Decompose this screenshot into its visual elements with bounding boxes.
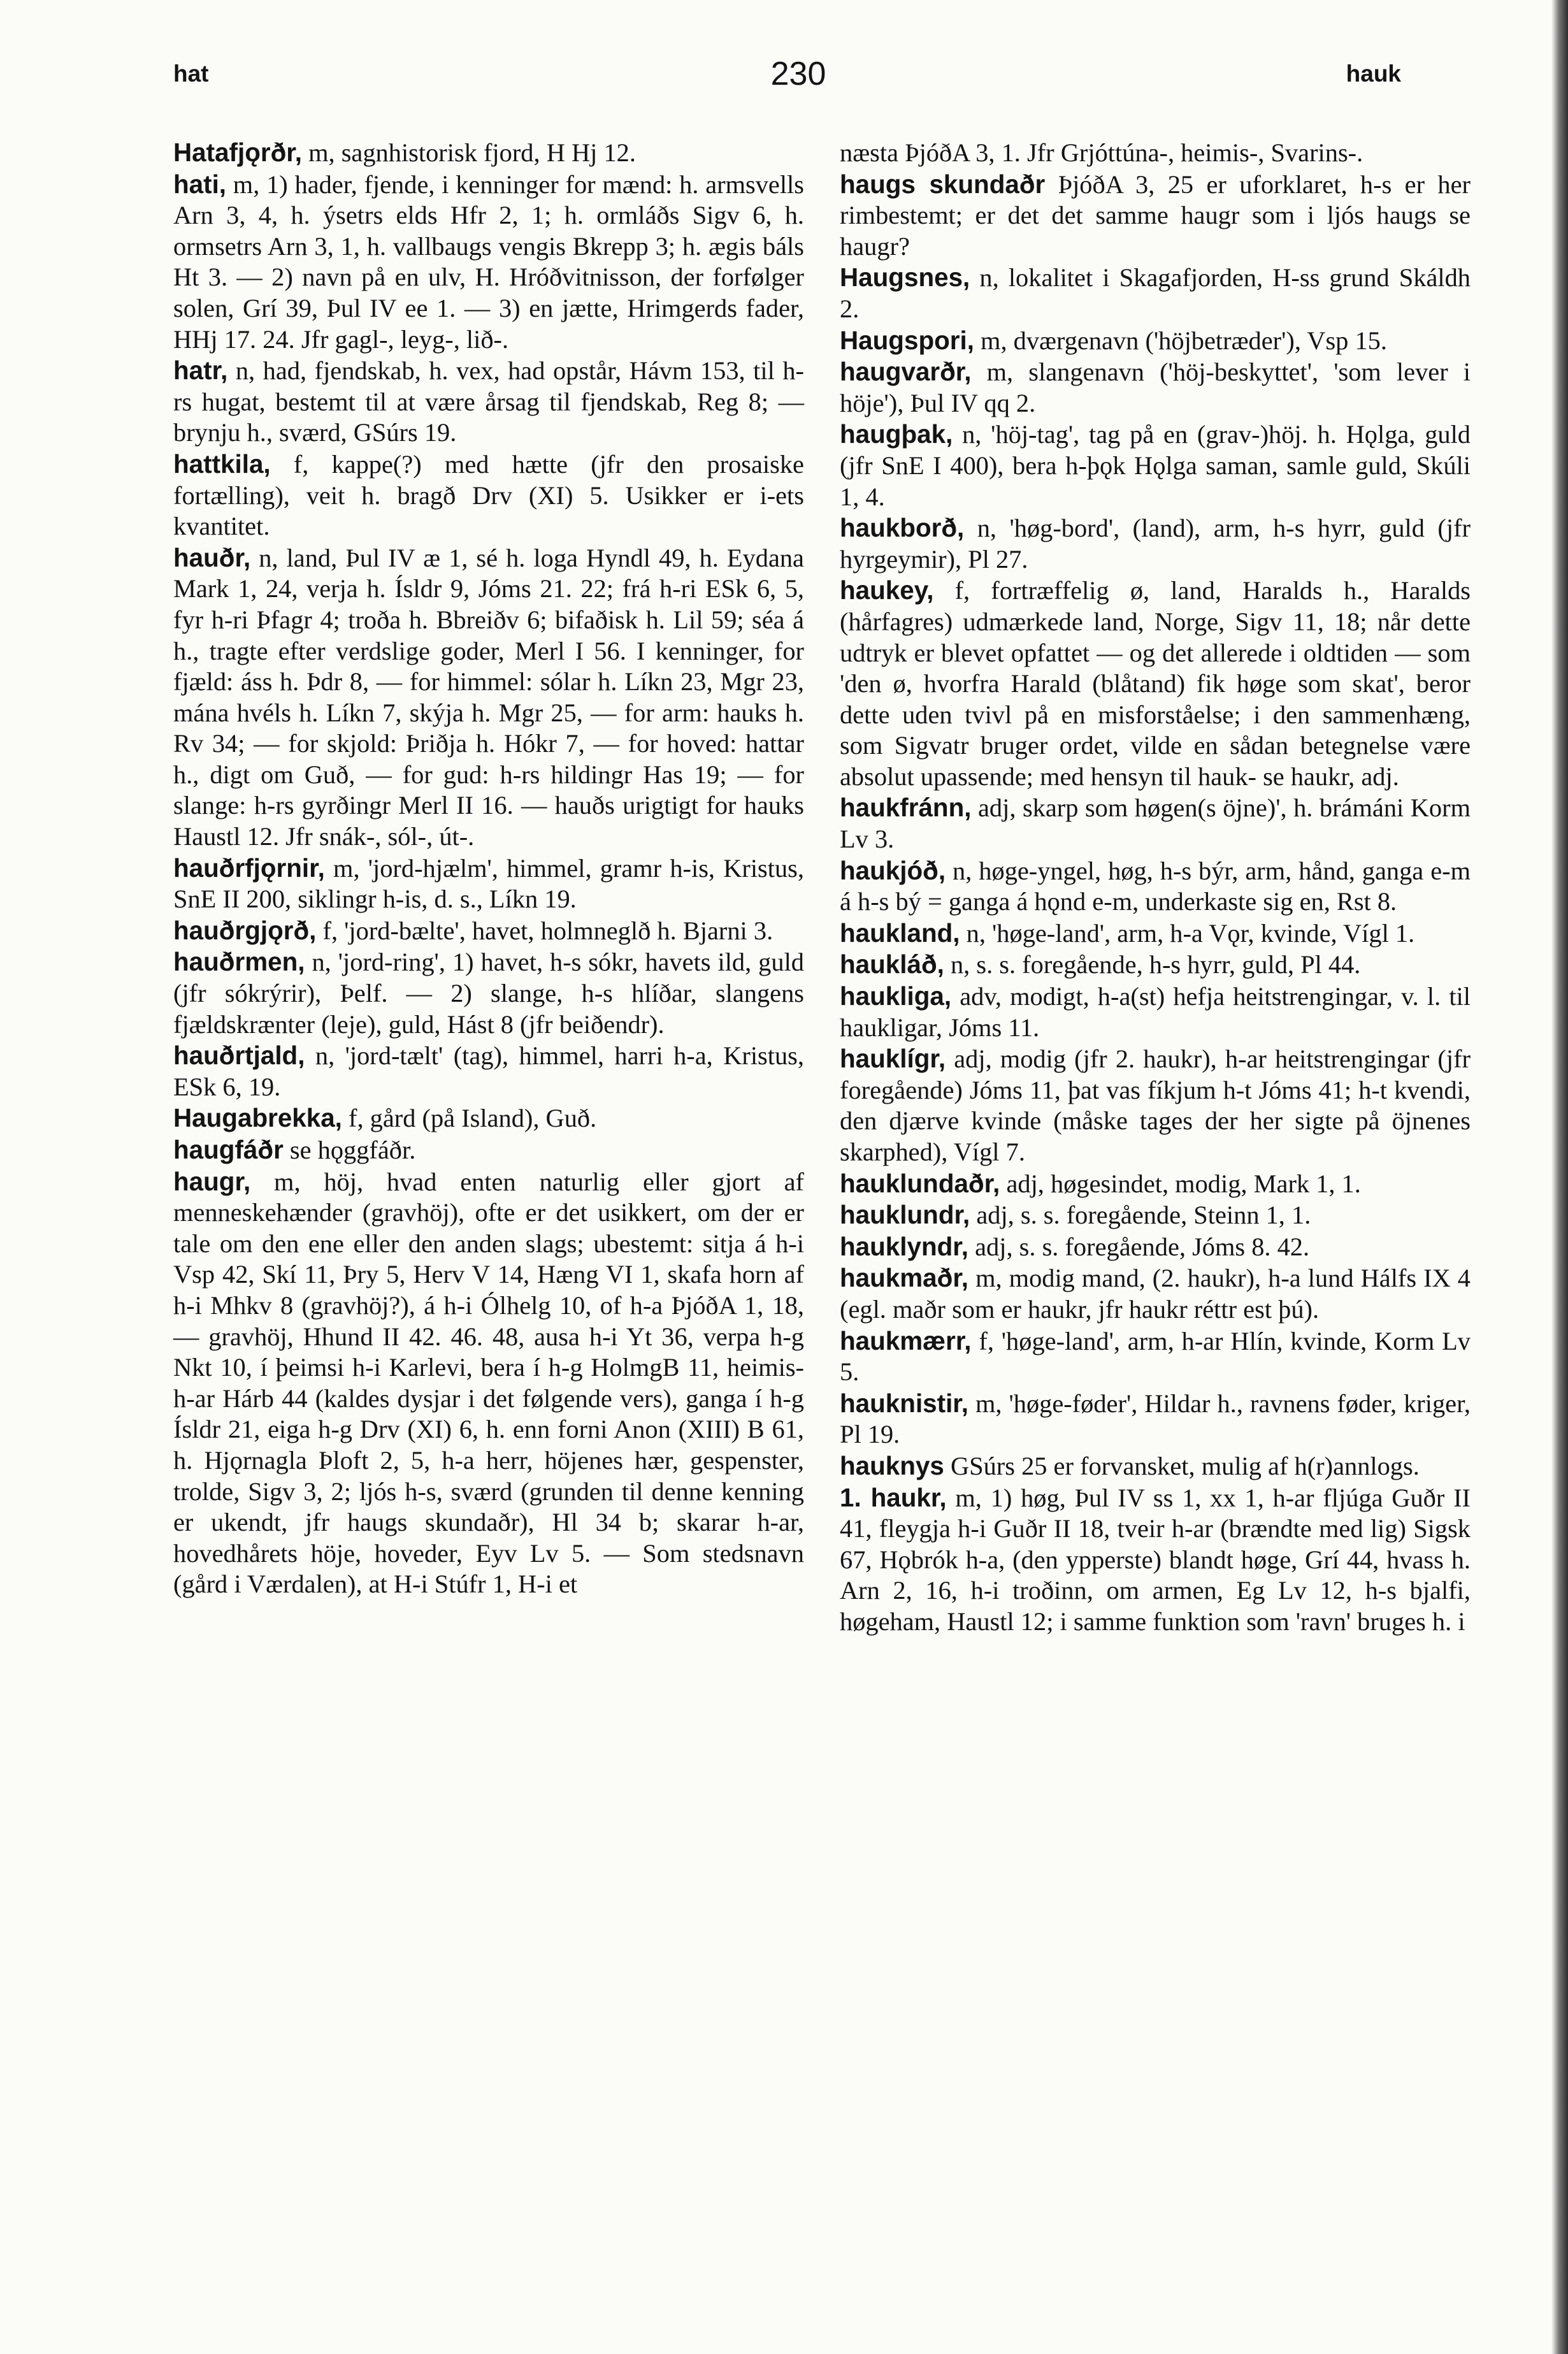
dictionary-entry: [840, 169, 1471, 263]
dictionary-entry: [840, 512, 1471, 575]
definition: adj, modig (jfr 2. haukr), h-ar heitstrengingar (jfr foregående) Jóms 11, þat vas fíkjum h-t Jóms 41; h-t kvendi, den djærve kvinde (måske tages der her sigte på öjnenes skarphed), Vígl 7.: [840, 1044, 1471, 1166]
definition: n, lokalitet i Skagafjorden, H-ss grund Skáldh 2.: [840, 263, 1471, 323]
headword: hauðr,: [173, 542, 251, 572]
dictionary-entry: [173, 915, 804, 947]
dictionary-entry: [840, 137, 1471, 169]
dictionary-entry: [840, 918, 1471, 950]
dictionary-entry: [173, 946, 804, 1040]
definition: n, had, fjendskab, h. vex, had opstår, Hávm 153, til h-rs hugat, bestemt til at være årsag til fjendskab, Reg 8; — brynju h., sværd, GSúrs 19.: [173, 356, 804, 447]
definition: adj, s. s. foregående, Steinn 1, 1.: [970, 1201, 1311, 1230]
definition: n, 'höj-tag', tag på en (grav-)höj. h. Hǫlga, guld (jfr SnE I 400), bera h-þǫk Hǫlga saman, samle guld, Skúli 1, 4.: [840, 420, 1471, 511]
dictionary-entry: [840, 262, 1471, 324]
dictionary-entry: [173, 449, 804, 542]
definition: adj, skarp som høgen(s öjne)', h. brámáni Korm Lv 3.: [840, 793, 1471, 854]
headword: hauklundr,: [840, 1200, 970, 1230]
definition: f, gård (på Island), Guð.: [342, 1104, 597, 1133]
definition: m, dværgenavn ('höjbetræder'), Vsp 15.: [974, 326, 1387, 355]
definition: adv, modigt, h-a(st) hefja heitstrengingar, v. l. til haukligar, Jóms 11.: [840, 982, 1471, 1042]
definition: f, 'høge-land', arm, h-ar Hlín, kvinde, Korm Lv 5.: [840, 1326, 1471, 1387]
headword: hauklígr,: [840, 1044, 946, 1074]
definition: m, 1) høg, Þul IV ss 1, xx 1, h-ar flјúga Guðr II 41, fleygja h-i Guðr II 18, tveir h-ar (brændte med lig) Sigsk 67, Hǫbrók h-a, (den ypperste) blandt høge, Grí 44, hvass h. Arn 2, 16, h-i troðinn, om armen, Eg Lv 12, h-s bjalfi, høgeham, Haustl 12; i samme funktion som 'ravn' bruges h. i: [840, 1483, 1471, 1636]
headword: Haugabrekka,: [173, 1103, 342, 1133]
headword: hati,: [173, 169, 227, 199]
definition: f, 'jord-bælte', havet, holmneglð h. Bjarni 3.: [316, 916, 773, 945]
definition: se hǫggfáðr.: [283, 1136, 416, 1164]
running-head-right: hauk: [1346, 61, 1401, 87]
dictionary-entry: [840, 1388, 1471, 1450]
dictionary-entry: [840, 1168, 1471, 1200]
headword: hauklundaðr,: [840, 1168, 1000, 1198]
dictionary-entry: [840, 1231, 1471, 1263]
headword: Haugsnes,: [840, 263, 970, 292]
dictionary-entry: [840, 1199, 1471, 1231]
dictionary-entry: [840, 1482, 1471, 1638]
definition: m, höj, hvad enten naturlig eller gjort af menneskehænder (gravhöj), ofte er det usikkert, om der er tale om den ene eller den anden slags; ubestemt: sitja á h-i Vsp 42, Skí 11, Þry 5, Herv V 14, Hæng VI 1, skafa horn af h-i Mhkv 8 (gravhöj?), á h-i Ólhelg 10, of h-a ÞjóðA 1, 18, — gravhöj, Hhund II 42. 46. 48, ausa h-i Yt 36, verpa h-g Nkt 10, í þeimsi h-i Karlevi, bera í h-g HolmgB 11, heimis-h-ar Hárb 44 (kaldes dysjar i det følgende vers), ganga í h-g Ísldr 21, eiga h-g Drv (XI) 6, h. enn forni Anon (XIII) B 61, h. Hjǫrnagla Þloft 2, 5, h-a herr, höjenes hær, gespenster, trolde, Sigv 3, 2; ljós h-s, sværd (grunden til denne kenning er ukendt, jfr haugs skundaðr), Hl 34 b; skarar h-ar, hovedhårets höje, hoveder, Eyv Lv 5. — Som stedsnavn (gård i Værdalen), at H-i Stúfr 1, H-i et: [173, 1167, 804, 1599]
running-head-left: hat: [173, 61, 209, 87]
headword: haukláð,: [840, 950, 944, 979]
headword: hauðrfjǫrnir,: [173, 853, 325, 883]
headword: haukmaðr,: [840, 1263, 969, 1293]
headword: Hatafjǫrðr,: [173, 138, 302, 167]
headword: haukliga,: [840, 981, 952, 1011]
definition: n, s. s. foregående, h-s hyrr, guld, Pl 44.: [944, 950, 1361, 979]
definition: adj, høgesindet, modig, Mark 1, 1.: [1000, 1169, 1361, 1198]
headword: haugs skundaðr: [840, 169, 1046, 199]
dictionary-entry: [840, 1325, 1471, 1388]
dictionary-entry: [840, 1043, 1471, 1167]
dictionary-entry: [840, 981, 1471, 1043]
headword: haukmærr,: [840, 1325, 972, 1355]
dictionary-entry: [840, 325, 1471, 357]
headword: hauknistir,: [840, 1388, 969, 1418]
dictionary-entry: [173, 1134, 804, 1166]
headword: hatr,: [173, 356, 228, 386]
headword: hauðrgjǫrð,: [173, 915, 317, 945]
headword: hauðrmen,: [173, 947, 305, 977]
dictionary-entry: [173, 169, 804, 356]
dictionary-entry: [173, 1166, 804, 1600]
definition: f, kappe(?) med hætte (jfr den prosaiske fortælling), veit h. bragð Drv (XI) 5. Usikker er i-ets kvantitet.: [173, 449, 804, 541]
definition: f, fortræffelig ø, land, Haralds h., Haralds (hårfagres) udmærkede land, Norge, Sigv 11, 18; når dette udtryk er blevet opfattet — og det allerede i oldtiden — som 'den ø, hvorfra Harald (blåtand) fik høge som skat', beror dette uden tvivl på en misforståelse; i den sammenhæng, som Sigvatr bruger ordet, vilde en sådan betegnelse være absolut upassende; med hensyn til hauk- se haukr, adj.: [840, 576, 1471, 791]
headword: haugvarðr,: [840, 357, 972, 387]
dictionary-entry: [840, 855, 1471, 918]
headword: hauðrtjald,: [173, 1041, 305, 1071]
dictionary-entry: [840, 1262, 1471, 1325]
definition: n, 'høg-bord', (land), arm, h-s hyrr, guld (jfr hyrgeymir), Pl 27.: [840, 514, 1471, 574]
definition: m, 'høge-føder', Hildar h., ravnens føder, kriger, Pl 19.: [840, 1389, 1471, 1449]
headword: haukjóð,: [840, 855, 946, 885]
dictionary-entry: [840, 575, 1471, 792]
definition: n, høge-yngel, høg, h-s býr, arm, hånd, ganga e-m á h-s bý = ganga á hǫnd e-m, underkaste sig en, Rst 8.: [840, 856, 1471, 916]
dictionary-entry: [173, 542, 804, 853]
definition: ÞjóðA 3, 25 er uforklaret, h-s er her rimbestemt; er det det samme haugr som i ljós haugs se haugr?: [840, 170, 1471, 261]
dictionary-entry: [840, 1450, 1471, 1482]
headword: haukborð,: [840, 513, 965, 543]
definition: m, sagnhistorisk fjord, H Hj 12.: [302, 138, 636, 167]
headword: hauklyndr,: [840, 1231, 969, 1261]
headword: haukland,: [840, 918, 960, 948]
right-column: [840, 137, 1471, 1638]
page-edge-shadow: [1551, 0, 1568, 2354]
dictionary-entry: [840, 356, 1471, 419]
headword: haugfáðr: [173, 1135, 284, 1164]
headword: Haugspori,: [840, 325, 974, 355]
definition: næsta ÞjóðA 3, 1. Jfr Grjóttúna-, heimis-, Svarins-.: [840, 138, 1363, 167]
definition: n, land, Þul IV æ 1, sé h. loga Hyndl 49, h. Eydana Mark 1, 24, verja h. Ísldr 9, Jóms 21. 22; frá h-ri ESk 6, 5, fyr h-ri Þfagr 4; troða h. Bbreiðv 6; bifaðisk h. Lil 59; séa á h., tragte efter verdslige goder, Merl I 56. I kenninger, for fjæld: áss h. Þdr 8, — for himmel: sólar h. Líkn 23, Mgr 23, mána hvéls h. Líkn 7, skýja h. Mgr 25, — for arm: hauks h. Rv 34; — for skjold: Þriðja h. Hókr 7, — for hoved: hattar h., digt om Guð, — for gud: h-rs hildingr Has 19; — for slange: h-rs gyrðingr Merl II 16. — hauðs urigtigt for hauks Haustl 12. Jfr snák-, sól-, út-.: [173, 543, 804, 851]
definition: n, 'høge-land', arm, h-a Vǫr, kvinde, Vígl 1.: [960, 918, 1415, 948]
dictionary-entry: [840, 419, 1471, 512]
definition: GSúrs 25 er forvansket, mulig af h(r)annlogs.: [944, 1451, 1420, 1480]
headword: haugþak,: [840, 419, 953, 449]
left-column: [173, 137, 804, 1600]
page-number: 230: [770, 55, 826, 92]
definition: m, 'jord-hjælm', himmel, gramr h-is, Kristus, SnE II 200, siklingr h-is, d. s., Líkn 19.: [173, 853, 804, 914]
dictionary-entry: [173, 355, 804, 449]
headword: hauknys: [840, 1450, 944, 1480]
dictionary-entry: [840, 949, 1471, 981]
dictionary-entry: [173, 1102, 804, 1134]
headword: 1. haukr,: [840, 1482, 947, 1512]
definition: n, 'jord-ring', 1) havet, h-s sókr, havets ild, guld (jfr sókrýrir), Þelf. — 2) slange, h-s hlíðar, slangens fjældskrænter (leje), guld, Hást 8 (jfr beiðendr).: [173, 948, 804, 1039]
dictionary-entry: [173, 853, 804, 915]
dictionary-entry: [173, 1040, 804, 1102]
headword: haugr,: [173, 1166, 251, 1196]
dictionary-entry: [173, 137, 804, 169]
definition: m, 1) hader, fjende, i kenninger for mænd: h. armsvells Arn 3, 4, h. ýsetrs elds Hfr 2, 1; h. ormláðs Sigv 6, h. ormsetrs Arn 3, 1, h. vallbaugs vengis Bkrepp 3; h. ægis báls Ht 3. — 2) navn på en ulv, H. Hróðvitnisson, der forfølger solen, Grí 39, Þul IV ee 1. — 3) en jætte, Hrimgerds fader, HHj 17. 24. Jfr gagl-, leyg-, lið-.: [173, 170, 804, 354]
definition: m, slangenavn ('höj-beskyttet', 'som lever i höje'), Þul IV qq 2.: [840, 357, 1471, 417]
headword: haukfránn,: [840, 793, 972, 823]
headword: hattkila,: [173, 449, 271, 479]
definition: n, 'jord-tælt' (tag), himmel, harri h-a, Kristus, ESk 6, 19.: [173, 1041, 804, 1101]
headword: haukey,: [840, 575, 934, 605]
dictionary-entry: [840, 792, 1471, 855]
definition: m, modig mand, (2. haukr), h-a lund Hálfs IX 4 (egl. maðr som er haukr, jfr haukr réttr est þú).: [840, 1264, 1471, 1324]
definition: adj, s. s. foregående, Jóms 8. 42.: [968, 1232, 1310, 1261]
